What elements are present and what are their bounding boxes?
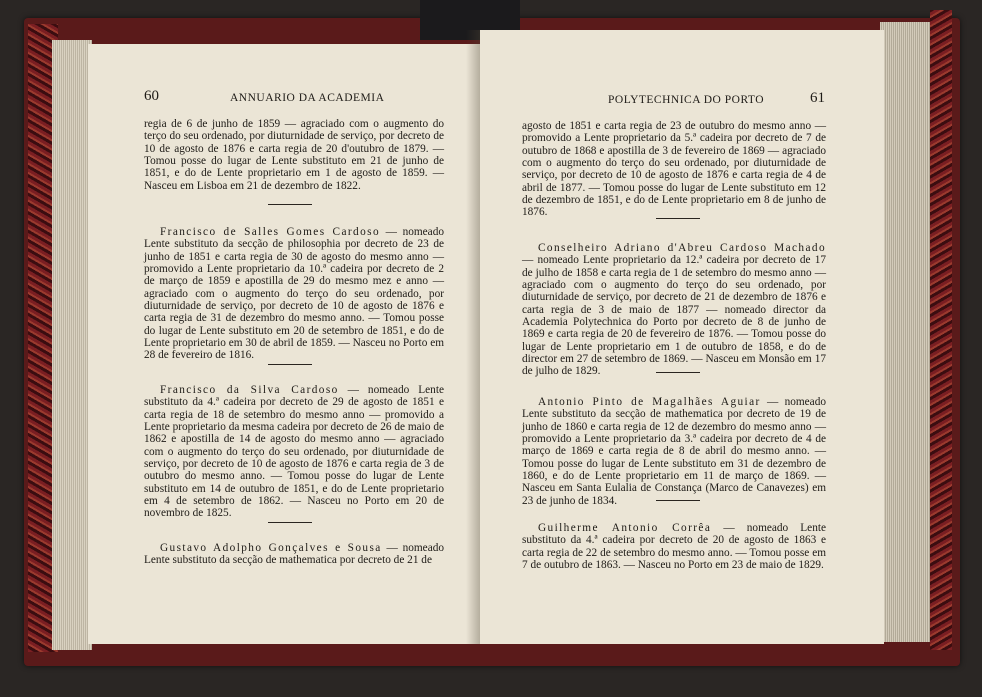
- entry-name: Antonio Pinto de Magalhães Aguiar: [538, 396, 761, 408]
- separator-rule: [656, 218, 700, 219]
- page-number: 61: [810, 90, 825, 106]
- entry: [144, 226, 444, 362]
- entry: [144, 542, 444, 567]
- running-head: ANNUARIO DA ACADEMIA: [230, 92, 385, 104]
- entry-name: Guilherme Antonio Corrêa: [538, 522, 712, 534]
- paragraph: regia de 6 de junho de 1859 — agraciado com o augmento do terço do seu ordenado, por diuturnidade de serviço, por decreto de 10 de agosto de 1876 e carta regia de 20 d'outubro de 1879. —Tomou posse do lugar de Lente substituto em 21 de junho de 1851, e do de Lente proprietario em 1 de agosto de 1859. —Nasceu em Lisboa em 21 de dezembro de 1822.: [144, 118, 444, 192]
- entry-text: — nomeado Lente proprietario da 12.ª cadeira por decreto de 17 de julho de 1858 e carta regia de 1 de setembro do mesmo anno — agraciado com o augmento do terço do seu ordenado, por diuturnidade de serviço, por decreto de 21 de dezembro de 1876 e carta regia de 3 de maio de 1877 — nomeado director da Academia Polytechnica do Porto por decreto de 8 de junho de 1869 e carta regia de 20 de fevereiro de 1876. — Tomou posse do lugar de Lente proprietario em 1 de outubro de 1858, e do de director em 27 de setembro de 1869. — Nasceu em Monsão em 17 de julho de 1829.: [522, 254, 826, 378]
- separator-rule: [268, 522, 312, 523]
- separator-rule: [268, 204, 312, 205]
- entry-name: Francisco de Salles Gomes Cardoso: [160, 226, 380, 238]
- entry-text: — nomeado Lente substituto da secção de mathematica por decreto de 21 de: [144, 542, 445, 567]
- paragraph: agosto de 1851 e carta regia de 23 de outubro do mesmo anno — promovido a Lente proprietario da 5.ª cadeira por decreto de 7 de outubro de 1868 e apostilla de 3 de fevereiro de 1869 — agraciado com o augmento do terço do seu ordenado, por diuturnidade de serviço, por decreto de 10 de agosto de 1876 e carta regia de 4 de abril de 1877. — Tomou posse do lugar de Lente substituto em 12 de dezembro de 1851, e do de Lente proprietario em 8 de junho de 1876.: [522, 120, 826, 219]
- running-head: POLYTECHNICA DO PORTO: [608, 94, 765, 106]
- entry-text: — nomeado Lente substituto da secção de philosophia por decreto de 23 de junho de 1851 e carta regia de 30 de agosto do mesmo anno — promovido a Lente proprietario da 10.ª cadeira por decreto de 2 de março de 1859 e apostilla de 29 do mesmo mez e anno — agraciado com o augmento do terço do seu ordenado, por diuturnidade de serviço, por decreto de 10 de agosto de 1876 e carta regia de 31 de dezembro do mesmo anno. — Tomou posse do lugar de Lente substituto em 20 de setembro de 1851, e do de Lente proprietario em 30 de abril de 1859. — Nasceu no Porto em 28 de fevereiro de 1816.: [144, 226, 444, 362]
- entry: [522, 396, 826, 507]
- entry: [144, 384, 444, 520]
- separator-rule: [268, 364, 312, 365]
- continuation-text: [144, 118, 444, 192]
- left-page: [88, 44, 480, 644]
- separator-rule: [656, 372, 700, 373]
- entry-name: Gustavo Adolpho Gonçalves e Sousa: [160, 542, 382, 554]
- entry-text: — nomeado Lente substituto da 4.ª cadeira por decreto de 29 de agosto de 1851 e carta regia de 18 de setembro do mesmo anno — promovido a Lente proprietario da mesma cadeira por decreto de 26 de maio de 1862 e apostilla de 14 de agosto do mesmo anno — agraciado com o augmento do terço do seu ordenado, por diuturnidade de serviço, por decreto de 10 de agosto de 1876 e carta regia de 3 de outubro do mesmo anno. — Tomou posse do lugar de Lente substituto em 14 de outubro de 1851, e do de Lente proprietario em 4 de setembro de 1862. — Nasceu no Porto em 20 de novembro de 1825.: [144, 384, 444, 520]
- entry-name: Francisco da Silva Cardoso: [160, 384, 339, 396]
- entry-text: — nomeado Lente substituto da secção de mathematica por decreto de 19 de junho de 1860 e carta regia de 12 de dezembro do mesmo anno — promovido a Lente proprietario da 3.ª cadeira por decreto de 4 de março de 1869 e carta regia de 8 de abril do mesmo anno. — Tomou posse do lugar de Lente substituto em 31 de dezembro de 1860, e do de Lente proprietario em 11 de março de 1869. — Nasceu em Santa Eulalia de Constança (Marco de Canavezes) em 23 de junho de 1834.: [522, 396, 826, 507]
- page-number: 60: [144, 88, 159, 104]
- entry-text: — nomeado Lente substituto da 4.ª cadeira por decreto de 20 de agosto de 1863 e carta regia de 22 de setembro do mesmo anno. — Tomou posse em 7 de outubro de 1863. — Nasceu no Porto em 23 de maio de 1829.: [522, 522, 826, 572]
- continuation-text: [522, 120, 826, 219]
- separator-rule: [656, 500, 700, 501]
- page-edges-left: [52, 40, 92, 650]
- right-page: [480, 30, 884, 644]
- entry: [522, 522, 826, 571]
- marbled-edge-right: [930, 10, 952, 650]
- entry-name: Conselheiro Adriano d'Abreu Cardoso Machado: [538, 242, 826, 254]
- entry: [522, 242, 826, 378]
- page-edges-right: [880, 22, 930, 642]
